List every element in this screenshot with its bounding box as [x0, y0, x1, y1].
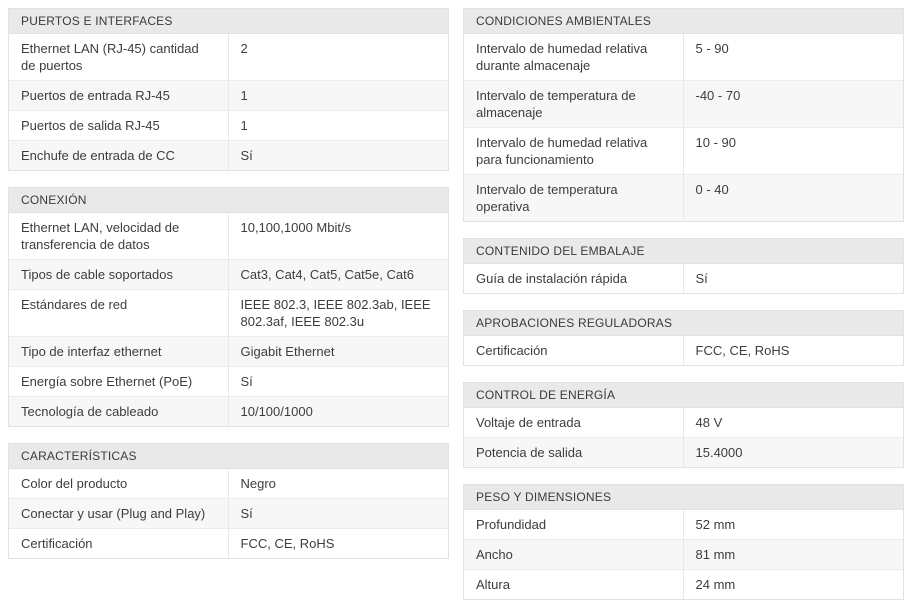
spec-row [464, 81, 903, 128]
spec-row [9, 111, 448, 141]
spec-label: Conectar y usar (Plug and Play) [9, 499, 229, 528]
spec-section [463, 8, 904, 222]
spec-section [463, 238, 904, 294]
spec-row [464, 175, 903, 221]
left-column [8, 8, 449, 561]
spec-value: FCC, CE, RoHS [695, 343, 790, 358]
spec-value: 10,100,1000 Mbit/s [240, 220, 352, 235]
spec-row [9, 290, 448, 337]
section-header: PESO Y DIMENSIONES [464, 485, 903, 510]
spec-label: Intervalo de humedad relativa para funcionamiento [464, 128, 684, 174]
spec-row [464, 540, 903, 570]
spec-value: Sí [695, 271, 708, 286]
section-rows [464, 510, 903, 599]
spec-row [9, 529, 448, 558]
spec-value: 24 mm [695, 577, 736, 592]
spec-label: Color del producto [9, 469, 229, 498]
spec-row [464, 128, 903, 175]
spec-value: Sí [240, 148, 253, 163]
spec-label: Intervalo de temperatura de almacenaje [464, 81, 684, 127]
spec-value: -40 - 70 [695, 88, 741, 103]
spec-value: 48 V [695, 415, 723, 430]
spec-row [464, 510, 903, 540]
spec-label: Potencia de salida [464, 438, 684, 467]
section-header: CONTROL DE ENERGÍA [464, 383, 903, 408]
spec-section [8, 8, 449, 171]
spec-row [9, 397, 448, 426]
section-header: CONTENIDO DEL EMBALAJE [464, 239, 903, 264]
spec-label: Intervalo de humedad relativa durante almacenaje [464, 34, 684, 80]
spec-row [464, 336, 903, 365]
spec-row [464, 264, 903, 293]
spec-row [464, 408, 903, 438]
spec-section [8, 443, 449, 559]
spec-value: 52 mm [695, 517, 736, 532]
spec-label: Estándares de red [9, 290, 229, 336]
section-rows [464, 264, 903, 293]
spec-label: Tecnología de cableado [9, 397, 229, 426]
spec-label: Altura [464, 570, 684, 599]
spec-row [9, 337, 448, 367]
spec-value: IEEE 802.3, IEEE 802.3ab, IEEE 802.3af, IEEE 802.3u [240, 297, 431, 329]
spec-label: Puertos de salida RJ-45 [9, 111, 229, 140]
spec-label: Enchufe de entrada de CC [9, 141, 229, 170]
spec-label: Tipo de interfaz ethernet [9, 337, 229, 366]
spec-value: FCC, CE, RoHS [240, 536, 335, 551]
spec-row [9, 81, 448, 111]
spec-label: Puertos de entrada RJ-45 [9, 81, 229, 110]
spec-value: Sí [240, 374, 253, 389]
section-rows [9, 34, 448, 170]
section-header: PUERTOS E INTERFACES [9, 9, 448, 34]
section-rows [464, 336, 903, 365]
spec-value: 0 - 40 [695, 182, 729, 197]
spec-value: 15.4000 [695, 445, 743, 460]
spec-label: Energía sobre Ethernet (PoE) [9, 367, 229, 396]
spec-value: 5 - 90 [695, 41, 729, 56]
spec-label: Intervalo de temperatura operativa [464, 175, 684, 221]
spec-label: Profundidad [464, 510, 684, 539]
spec-value: 81 mm [695, 547, 736, 562]
section-header: CONDICIONES AMBIENTALES [464, 9, 903, 34]
spec-value: Cat3, Cat4, Cat5, Cat5e, Cat6 [240, 267, 414, 282]
spec-label: Ancho [464, 540, 684, 569]
section-rows [464, 408, 903, 467]
spec-value: 1 [240, 88, 248, 103]
spec-section [463, 484, 904, 600]
spec-row [9, 367, 448, 397]
spec-row [464, 34, 903, 81]
section-rows [464, 34, 903, 221]
spec-section [463, 310, 904, 366]
spec-row [464, 438, 903, 467]
section-header: APROBACIONES REGULADORAS [464, 311, 903, 336]
section-header: CARACTERÍSTICAS [9, 444, 448, 469]
section-rows [9, 213, 448, 426]
spec-label: Ethernet LAN (RJ-45) cantidad de puertos [9, 34, 229, 80]
right-column [463, 8, 904, 592]
spec-label: Certificación [9, 529, 229, 558]
spec-label: Tipos de cable soportados [9, 260, 229, 289]
spec-section [463, 382, 904, 468]
spec-row [464, 570, 903, 599]
spec-value: 10/100/1000 [240, 404, 313, 419]
spec-value: Negro [240, 476, 276, 491]
spec-value: 2 [240, 41, 248, 56]
spec-label: Guía de instalación rápida [464, 264, 684, 293]
spec-row [9, 141, 448, 170]
spec-row [9, 499, 448, 529]
spec-section [8, 187, 449, 427]
spec-label: Voltaje de entrada [464, 408, 684, 437]
spec-value: Gigabit Ethernet [240, 344, 335, 359]
spec-row [9, 34, 448, 81]
spec-value: 1 [240, 118, 248, 133]
section-header: CONEXIÓN [9, 188, 448, 213]
section-rows [9, 469, 448, 558]
spec-label: Certificación [464, 336, 684, 365]
spec-row [9, 260, 448, 290]
spec-row [9, 213, 448, 260]
spec-value: Sí [240, 506, 253, 521]
spec-label: Ethernet LAN, velocidad de transferencia de datos [9, 213, 229, 259]
spec-value: 10 - 90 [695, 135, 736, 150]
spec-row [9, 469, 448, 499]
